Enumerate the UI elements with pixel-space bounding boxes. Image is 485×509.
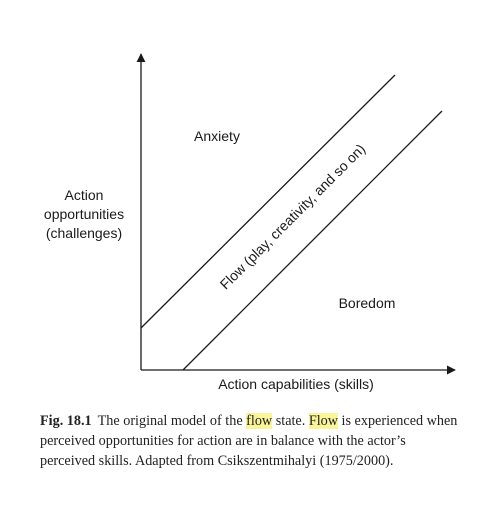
y-axis-label-line-3: (challenges): [45, 225, 123, 241]
boredom-region-label: Boredom: [338, 295, 396, 311]
highlighted-term-flow: flow: [246, 413, 273, 429]
flow-channel-upper-boundary: [141, 75, 395, 328]
y-axis-label-line-2: opportunities: [43, 206, 125, 222]
highlighted-term-flow-2: Flow: [308, 413, 338, 429]
caption-text-part-2: state.: [272, 413, 309, 429]
x-axis-label: Action capabilities (skills): [218, 376, 374, 392]
figure-caption: [40, 411, 460, 471]
caption-text-part-1: The original model of the: [97, 413, 247, 429]
flow-channel-label: Flow (play, creativity, and so on): [216, 140, 369, 293]
anxiety-region-label: Anxiety: [194, 128, 240, 144]
figure-number: Fig. 18.1: [40, 413, 92, 429]
caption-text-part-3: is experienced when perceived opportunities for action are in balance with the actor’s perceived skills. Adapted from Csikszentmihalyi (1975/2000).: [40, 413, 458, 469]
y-axis-label-line-1: Action: [64, 187, 104, 203]
flow-channel-lower-boundary: [183, 111, 442, 370]
